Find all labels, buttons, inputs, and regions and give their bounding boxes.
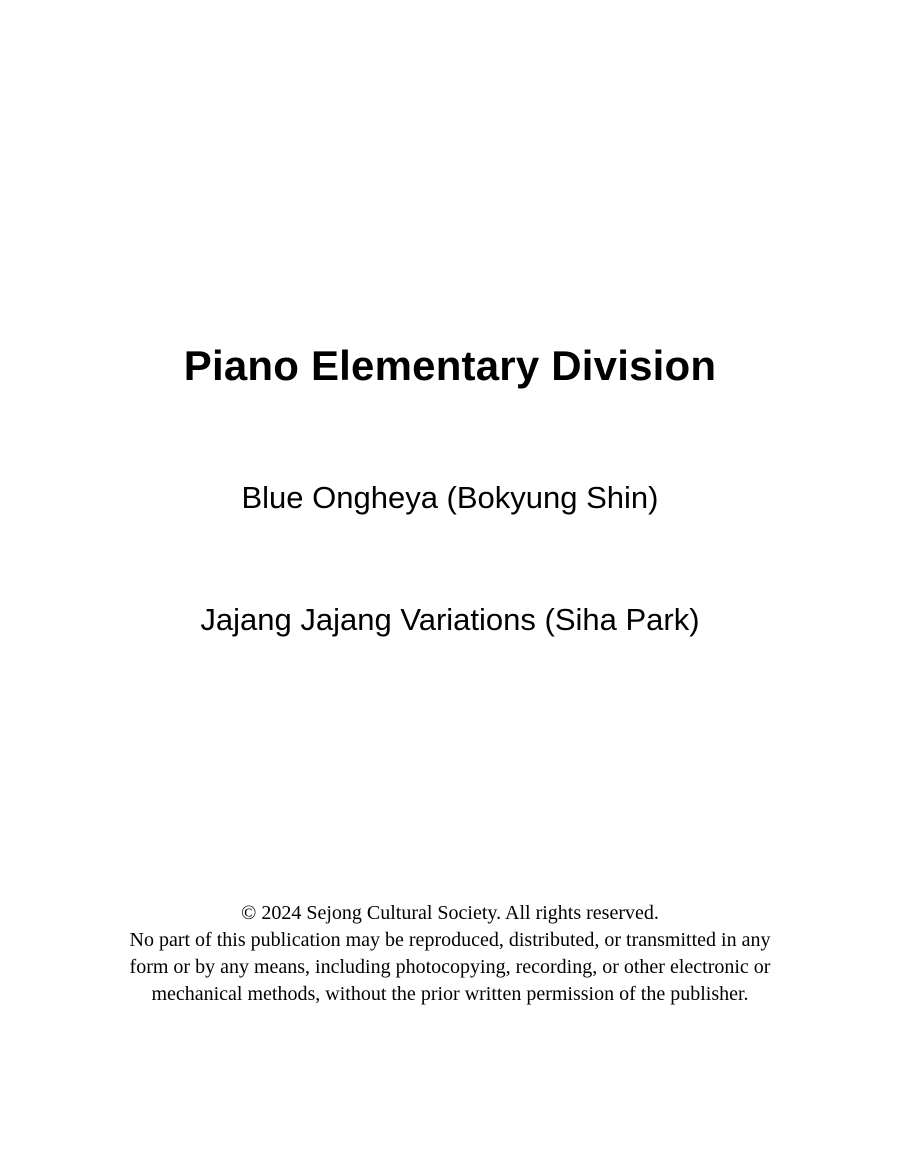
copyright-line: form or by any means, including photocopying, recording, or other electronic or <box>129 956 771 978</box>
division-title: Piano Elementary Division <box>183 342 717 389</box>
copyright-line: mechanical methods, without the prior written permission of the publisher. <box>151 983 749 1005</box>
copyright-line: © 2024 Sejong Cultural Society. All rights reserved. <box>241 902 659 924</box>
copyright-line: No part of this publication may be reproduced, distributed, or transmitted in any <box>129 929 771 951</box>
piece-title-2: Jajang Jajang Variations (Siha Park) <box>200 602 700 637</box>
copyright-notice <box>0 900 900 1008</box>
piece-title-1: Blue Ongheya (Bokyung Shin) <box>241 480 659 515</box>
